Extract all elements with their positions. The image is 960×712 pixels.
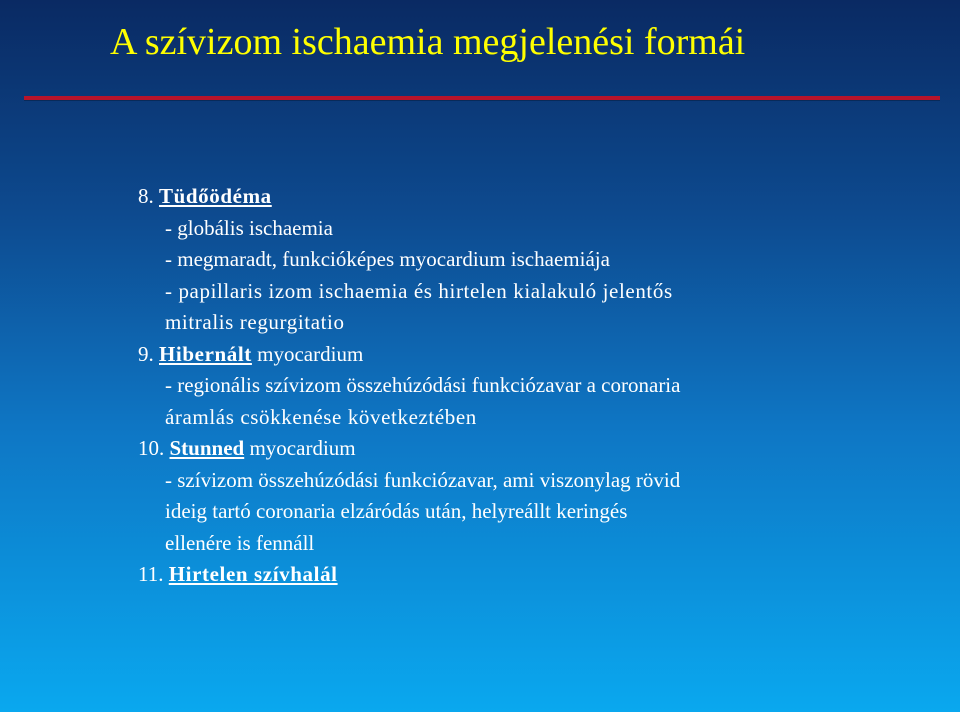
slide-title: A szívizom ischaemia megjelenési formái	[110, 21, 746, 63]
item-number-9: 9.	[138, 341, 159, 366]
item-9-line-2: áramlás csökkenése következtében	[165, 404, 477, 429]
slide-body	[138, 181, 938, 591]
item-heading-suffix-10: myocardium	[244, 436, 356, 460]
item-heading-text-9: Hibernált	[159, 341, 252, 366]
item-8-line-3: - papillaris izom ischaemia és hirtelen kialakuló jelentős	[165, 278, 673, 303]
item-heading-10	[138, 433, 938, 465]
item-heading-8	[138, 181, 938, 213]
item-10-line-3: ellenére is fennáll	[165, 530, 315, 555]
item-9-line-1: - regionális szívizom összehúzódási funkciózavar a coronaria	[165, 373, 681, 397]
item-heading-text-8: Tüdőödéma	[159, 184, 272, 208]
item-8-line-4: mitralis regurgitatio	[165, 310, 345, 334]
item-number-11: 11.	[138, 562, 169, 586]
item-10-line-2: ideig tartó coronaria elzáródás után, helyreállt keringés	[165, 499, 628, 523]
item-number-8: 8.	[138, 184, 159, 208]
item-8-line-2: - megmaradt, funkcióképes myocardium ischaemiája	[165, 247, 610, 271]
item-heading-text-11: Hirtelen szívhalál	[168, 562, 338, 586]
item-8-line-1: - globális ischaemia	[165, 215, 333, 240]
item-heading-text-10: Stunned	[169, 436, 245, 460]
item-heading-9	[138, 339, 938, 371]
item-10-line-1: - szívizom összehúzódási funkciózavar, ami viszonylag rövid	[165, 467, 681, 492]
item-number-10: 10.	[138, 436, 170, 460]
title-divider	[24, 96, 940, 100]
item-heading-suffix-9: myocardium	[251, 341, 364, 366]
item-heading-11	[138, 559, 938, 591]
